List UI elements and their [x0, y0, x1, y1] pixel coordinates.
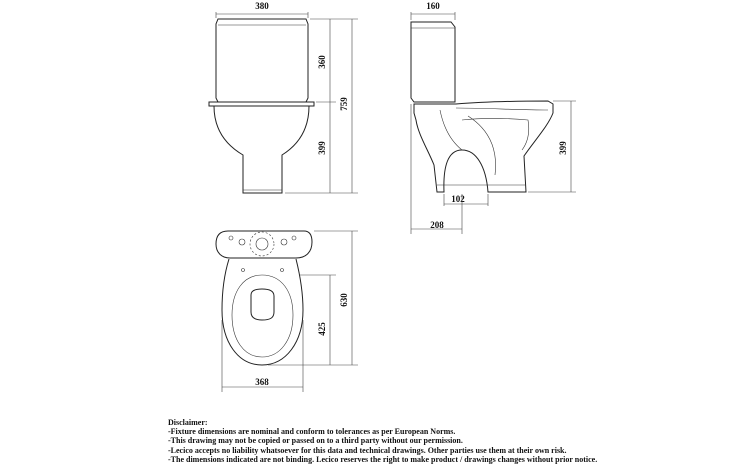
dim-side-depth: 208 [430, 220, 444, 230]
dim-front-tank-width: 380 [255, 1, 269, 11]
disclaimer-line: -Lecico accepts no liability whatsoever for this data and technical drawings. Other parties use them at their own risk. [168, 445, 567, 455]
side-tank [411, 22, 455, 102]
dim-top-total-depth: 630 [339, 293, 349, 307]
dim-side-tank-depth: 160 [426, 1, 440, 11]
dim-front-total-height: 759 [339, 97, 349, 111]
disclaimer-line: -The dimensions indicated are not binding. Lecico reserves the right to make product / drawings changes without prior notice. [168, 454, 598, 464]
front-view [209, 1, 358, 193]
front-bowl [214, 106, 309, 193]
top-tank [216, 231, 312, 258]
side-bowl [414, 101, 553, 192]
dim-side-bowl-height: 399 [558, 141, 568, 155]
dim-front-tank-height: 360 [317, 55, 327, 69]
dim-top-bowl-depth: 425 [317, 322, 327, 336]
top-outlet [251, 289, 274, 320]
flush-button-icon [256, 238, 268, 250]
top-bowl-inner [232, 275, 293, 357]
disclaimer-line: -This drawing may not be copied or passed on to a third party without our permission. [168, 436, 463, 446]
dim-top-width: 368 [255, 377, 269, 387]
disclaimer-line: -Fixture dimensions are nominal and conform to tolerances as per European Norms. [168, 427, 456, 437]
dim-side-outlet: 102 [451, 194, 465, 204]
side-view [411, 1, 576, 234]
front-bowl-top [209, 102, 314, 106]
disclaimer-title: Disclaimer: [168, 418, 208, 427]
disclaimer [168, 418, 748, 464]
front-tank [216, 19, 308, 102]
dim-front-bowl-height: 399 [317, 141, 327, 155]
top-view [216, 231, 358, 392]
